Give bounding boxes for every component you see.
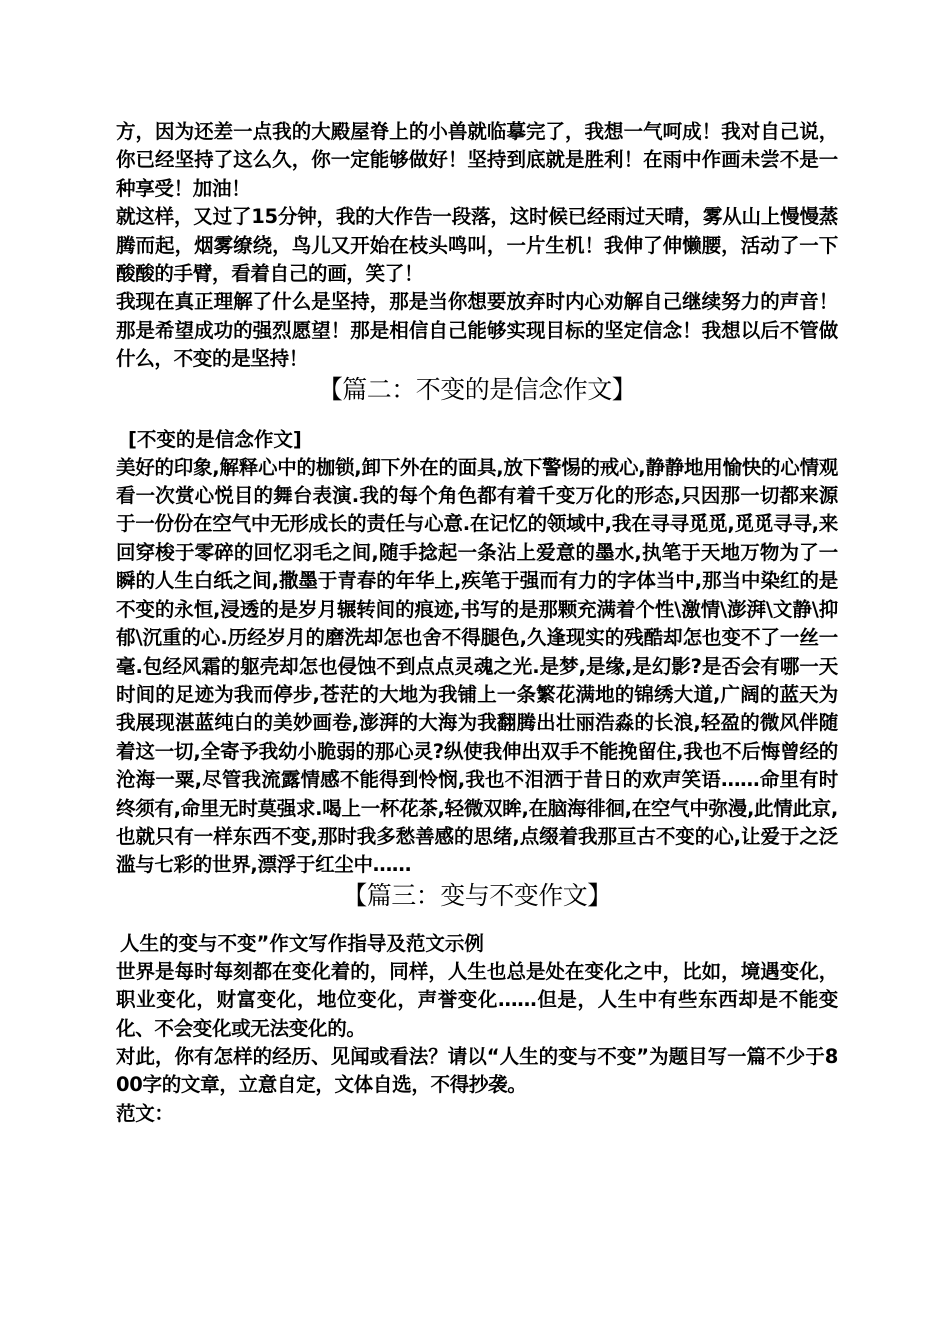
body-paragraph: 我现在真正理解了什么是坚持，那是当你想要放弃时内心劝解自己继续努力的声音！那是希望成功的强烈愿望！那是相信自己能够实现目标的坚定信念！我想以后不管做什么，不变的是坚持！ xyxy=(116,290,838,371)
body-paragraph: 方，因为还差一点我的大殿屋脊上的小兽就临摹完了，我想一气呵成！我对自己说，你已经坚持了这么久，你一定能够做好！坚持到底就是胜利！在雨中作画未尝不是一种享受！加油！ xyxy=(116,120,838,200)
body-paragraph: 就这样，又过了15分钟，我的大作告一段落，这时候已经雨过天晴，雾从山上慢慢蒸腾而起，烟雾缭绕，鸟儿又开始在枝头鸣叫，一片生机！我伸了伸懒腰，活动了一下酸酸的手臂，看着自己的画，笑了！ xyxy=(116,205,838,286)
article-subtitle: [不变的是信念作文] xyxy=(128,427,302,451)
section-title: 【篇二：不变的是信念作文】 xyxy=(317,374,637,404)
section-title: 【篇三：变与不变作文】 xyxy=(342,880,612,910)
body-paragraph: 世界是每时每刻都在变化着的，同样，人生也总是处在变化之中，比如，境遇变化，职业变化，财富变化，地位变化，声誉变化……但是，人生中有些东西却是不能变化、不会变化或无法变化的。 xyxy=(116,959,838,1040)
spacer xyxy=(116,912,838,930)
article-body: 美好的印象,解释心中的枷锁,卸下外在的面具,放下警惕的戒心,静静地用愉快的心情观看一次赏心悦目的舞台表演.我的每个角色都有着千变万化的形态,只因那一切都来源于一份份在空气中无形成长的责任与心意.在记忆的领域中,我在寻寻觅觅,觅觅寻寻,来回穿梭于零碎的回忆羽毛之间,随手捻起一条沾上爱意的墨水,执笔于天地万物为了一瞬的人生白纸之间,撒墨于青春的年华上,疾笔于强而有力的字体当中,那当中染红的是不变的永恒,浸透的是岁月辗转间的痕迹,书写的是那颗充满着个性\激情\澎湃\文静\抑郁\沉重的心.历经岁月的磨洗却怎也舍不得腿色,久逢现实的残酷却怎也变不了一丝一毫.包经风霜的躯壳却怎也侵蚀不到点点灵魂之光.是梦,是缘,是幻影?是否会有哪一天时间的足迹为我而停步,苍茫的大地为我铺上一条繁花满地的锦绣大道,广阔的蓝天为我展现湛蓝纯白的美妙画卷,澎湃的大海为我翻腾出壮丽浩淼的长浪,轻盈的微风伴随着这一切,全寄予我幼小脆弱的那心灵?纵使我伸出双手不能挽留住,我也不后悔曾经的沧海一粟,尽管我流露情感不能得到怜悯,我也不泪洒于昔日的欢声笑语……命里有时终须有,命里无时莫强求.喝上一杯花茶,轻微双眸,在脑海徘徊,在空气中弥漫,此情此京,也就只有一样东西不变,那时我多愁善感的思绪,点缀着我那亘古不变的心,让爱于之泛滥与七彩的世界,漂浮于红尘中…… xyxy=(116,455,838,877)
spacer xyxy=(116,406,838,426)
body-paragraph: 范文： xyxy=(116,1101,174,1125)
article-subtitle: 人生的变与不变”作文写作指导及范文示例 xyxy=(120,931,484,955)
document-page xyxy=(116,118,838,1128)
body-paragraph: 对此，你有怎样的经历、见闻或看法？请以“人生的变与不变”为题目写一篇不少于800字的文章，立意自定，文体自选，不得抄袭。 xyxy=(116,1044,838,1097)
